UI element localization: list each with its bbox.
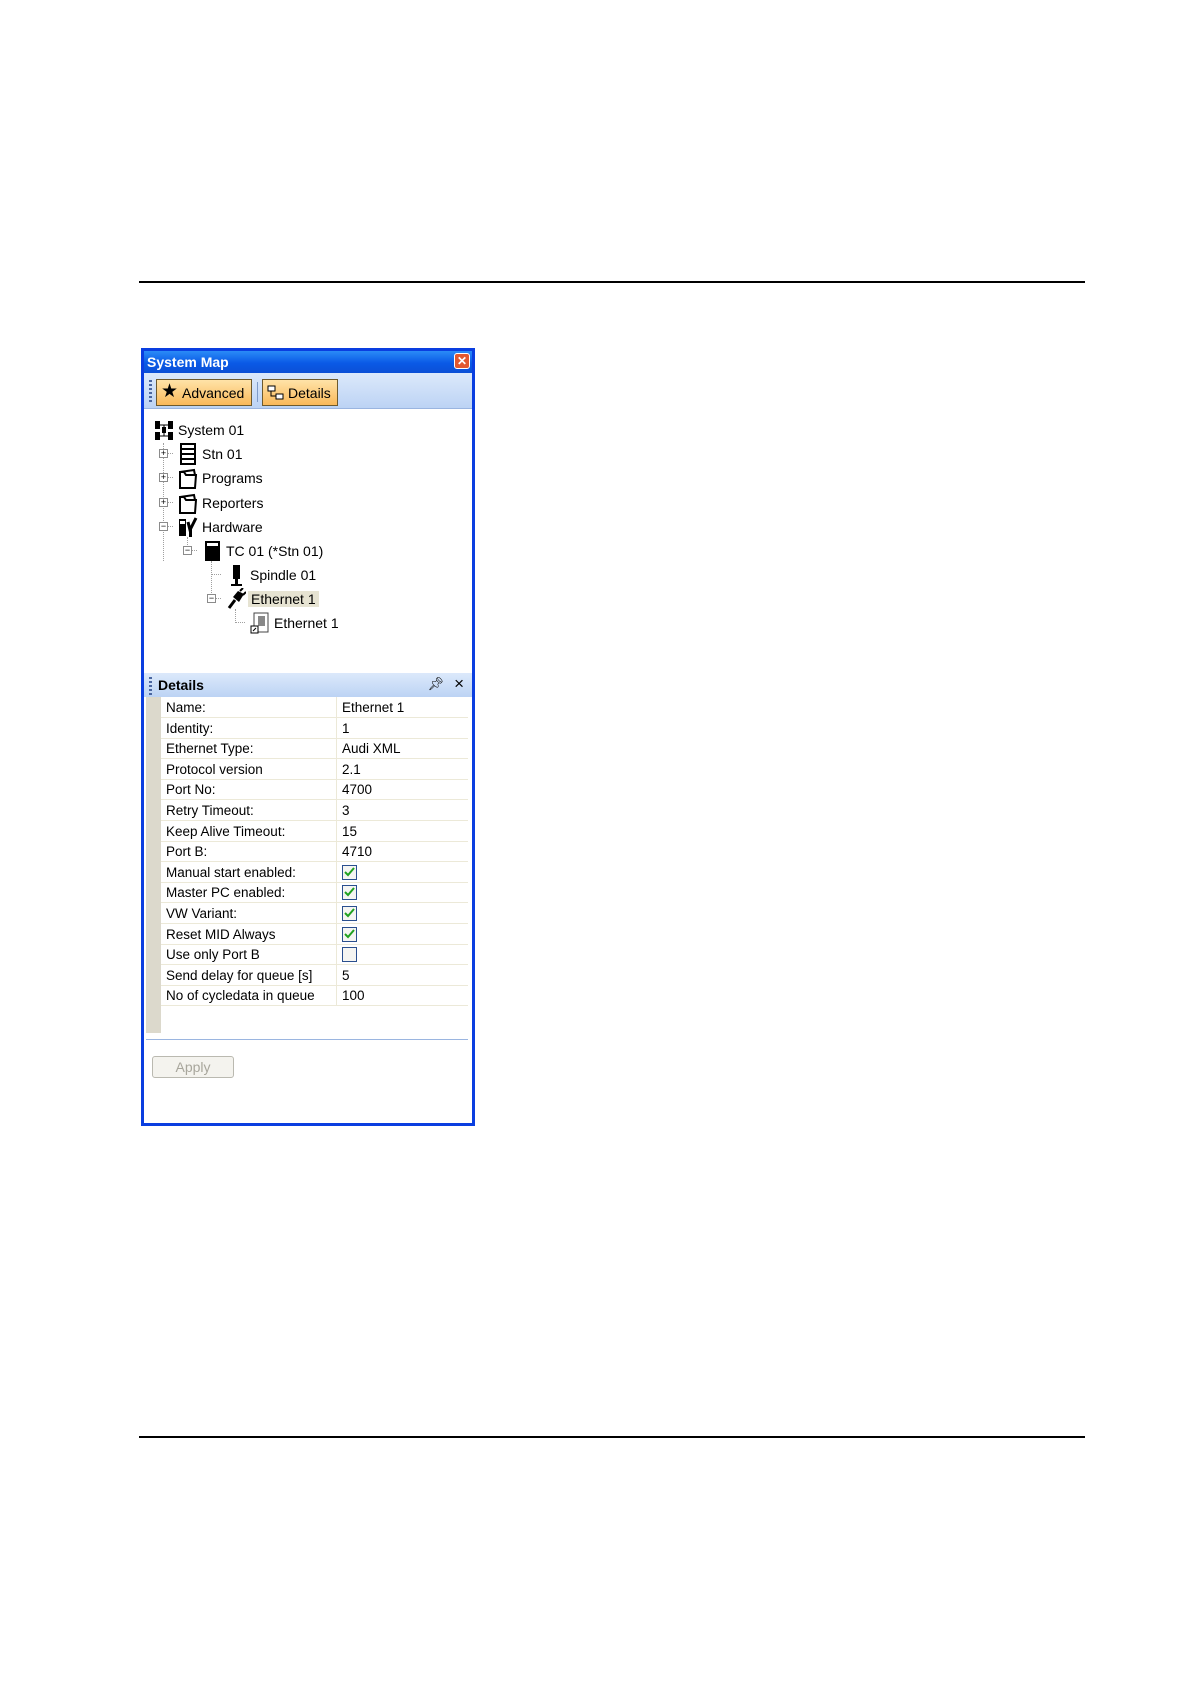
ethernet-plug-icon (226, 588, 246, 610)
property-name: Manual start enabled: (166, 864, 296, 880)
column-divider (336, 903, 337, 924)
close-panel-icon[interactable]: × (454, 674, 464, 693)
advanced-button-label: Advanced (182, 385, 245, 401)
tree-line (235, 609, 236, 623)
expand-icon[interactable]: + (160, 448, 167, 458)
property-value[interactable]: 4710 (342, 844, 373, 860)
window-title: System Map (147, 354, 229, 370)
expand-icon[interactable]: + (160, 497, 167, 507)
system-map-window (141, 348, 475, 1126)
tree-node-label: Hardware (202, 519, 263, 535)
property-name: No of cycledata in queue (166, 988, 315, 1004)
property-row[interactable] (161, 862, 468, 883)
property-value[interactable]: 4700 (342, 782, 373, 798)
property-value[interactable]: Ethernet 1 (342, 700, 405, 715)
folder-icon (178, 467, 198, 489)
details-button-label: Details (288, 385, 331, 401)
station-icon (178, 443, 198, 465)
property-name: Name: (166, 700, 206, 715)
panel-grip-icon[interactable] (149, 677, 152, 695)
checked-checkbox[interactable] (342, 927, 357, 942)
ethernet-document-icon (250, 612, 270, 634)
property-name: Reset MID Always (166, 926, 276, 942)
property-row[interactable] (161, 924, 468, 945)
details-icon (267, 385, 285, 401)
top-rule (139, 281, 1085, 283)
checkmark-icon (344, 908, 355, 919)
property-value[interactable]: 15 (342, 823, 358, 839)
tree-node-label: TC 01 (*Stn 01) (226, 543, 324, 559)
property-name: VW Variant: (166, 906, 238, 921)
system-tree (144, 409, 472, 653)
property-row[interactable] (161, 944, 468, 965)
property-name: Use only Port B (166, 947, 260, 963)
property-row[interactable] (161, 821, 468, 842)
grid-gutter (146, 697, 161, 1033)
advanced-button[interactable] (156, 379, 252, 406)
spindle-icon (226, 564, 246, 586)
property-name: Port B: (166, 844, 208, 860)
property-row[interactable] (161, 882, 468, 903)
checkmark-icon (344, 929, 355, 940)
property-value[interactable]: Audi XML (342, 741, 401, 757)
collapse-icon[interactable]: − (160, 521, 167, 531)
hardware-icon (178, 516, 198, 538)
property-name: Send delay for queue [s] (166, 967, 313, 983)
tree-node-label: Programs (202, 470, 263, 486)
column-divider (336, 718, 337, 739)
column-divider (336, 821, 337, 842)
tree-node-label: Stn 01 (202, 446, 243, 462)
column-divider (336, 985, 337, 1006)
toolbar (144, 373, 472, 409)
pin-icon[interactable]: 📌︎ (427, 676, 444, 691)
tree-node-label: Ethernet 1 (274, 615, 339, 631)
property-row[interactable] (161, 965, 468, 986)
collapse-icon[interactable]: − (184, 545, 191, 555)
collapse-icon[interactable]: − (208, 593, 215, 603)
properties-grid (146, 697, 468, 1033)
column-divider (336, 882, 337, 903)
property-name: Port No: (166, 782, 216, 798)
property-row[interactable] (161, 779, 468, 800)
unchecked-checkbox[interactable] (342, 947, 357, 962)
title-bar (144, 351, 472, 373)
property-row[interactable] (161, 718, 468, 739)
column-divider (336, 759, 337, 780)
property-row[interactable] (161, 738, 468, 759)
property-row[interactable] (161, 841, 468, 862)
details-panel-header (144, 673, 472, 697)
property-value[interactable]: 100 (342, 988, 365, 1004)
column-divider (336, 965, 337, 986)
property-row[interactable] (161, 759, 468, 780)
column-divider (336, 862, 337, 883)
property-name: Master PC enabled: (166, 885, 286, 901)
tree-node-label: Ethernet 1 (248, 591, 319, 607)
property-row[interactable] (161, 985, 468, 1006)
checked-checkbox[interactable] (342, 885, 357, 900)
folder-icon (178, 492, 198, 514)
star-icon: ★ (161, 381, 179, 402)
checked-checkbox[interactable] (342, 865, 357, 880)
tree-node-label: System 01 (178, 422, 245, 438)
expand-icon[interactable]: + (160, 472, 167, 482)
tree-line (211, 574, 221, 575)
property-value[interactable]: 2.1 (342, 761, 361, 777)
property-row[interactable] (161, 697, 468, 718)
property-row[interactable] (161, 800, 468, 821)
column-divider (336, 800, 337, 821)
apply-button[interactable]: Apply (152, 1056, 234, 1078)
checkmark-icon (344, 887, 355, 898)
bottom-rule (139, 1436, 1085, 1438)
tree-node-label: Reporters (202, 495, 264, 511)
property-name: Protocol version (166, 761, 263, 777)
tree-node-label: Spindle 01 (250, 567, 317, 583)
column-divider (336, 924, 337, 945)
checked-checkbox[interactable] (342, 906, 357, 921)
tree-line (235, 622, 245, 623)
toolbar-separator (257, 382, 258, 402)
system-icon (154, 419, 174, 441)
column-divider (336, 697, 337, 718)
close-icon[interactable]: ✕ (454, 353, 470, 369)
property-row[interactable] (161, 903, 468, 924)
property-name: Keep Alive Timeout: (166, 823, 286, 839)
property-value[interactable]: 3 (342, 803, 350, 818)
property-value[interactable]: 1 (342, 720, 350, 736)
controller-icon (202, 540, 222, 562)
property-name: Identity: (166, 720, 214, 736)
property-value[interactable]: 5 (342, 967, 350, 983)
column-divider (336, 738, 337, 759)
property-name: Retry Timeout: (166, 803, 254, 818)
details-button[interactable] (262, 379, 338, 406)
description-divider (146, 1039, 468, 1040)
checkmark-icon (344, 867, 355, 878)
column-divider (336, 779, 337, 800)
column-divider (336, 944, 337, 965)
property-name: Ethernet Type: (166, 741, 254, 757)
details-title: Details (158, 677, 204, 693)
toolbar-grip-icon[interactable] (149, 380, 152, 402)
column-divider (336, 841, 337, 862)
